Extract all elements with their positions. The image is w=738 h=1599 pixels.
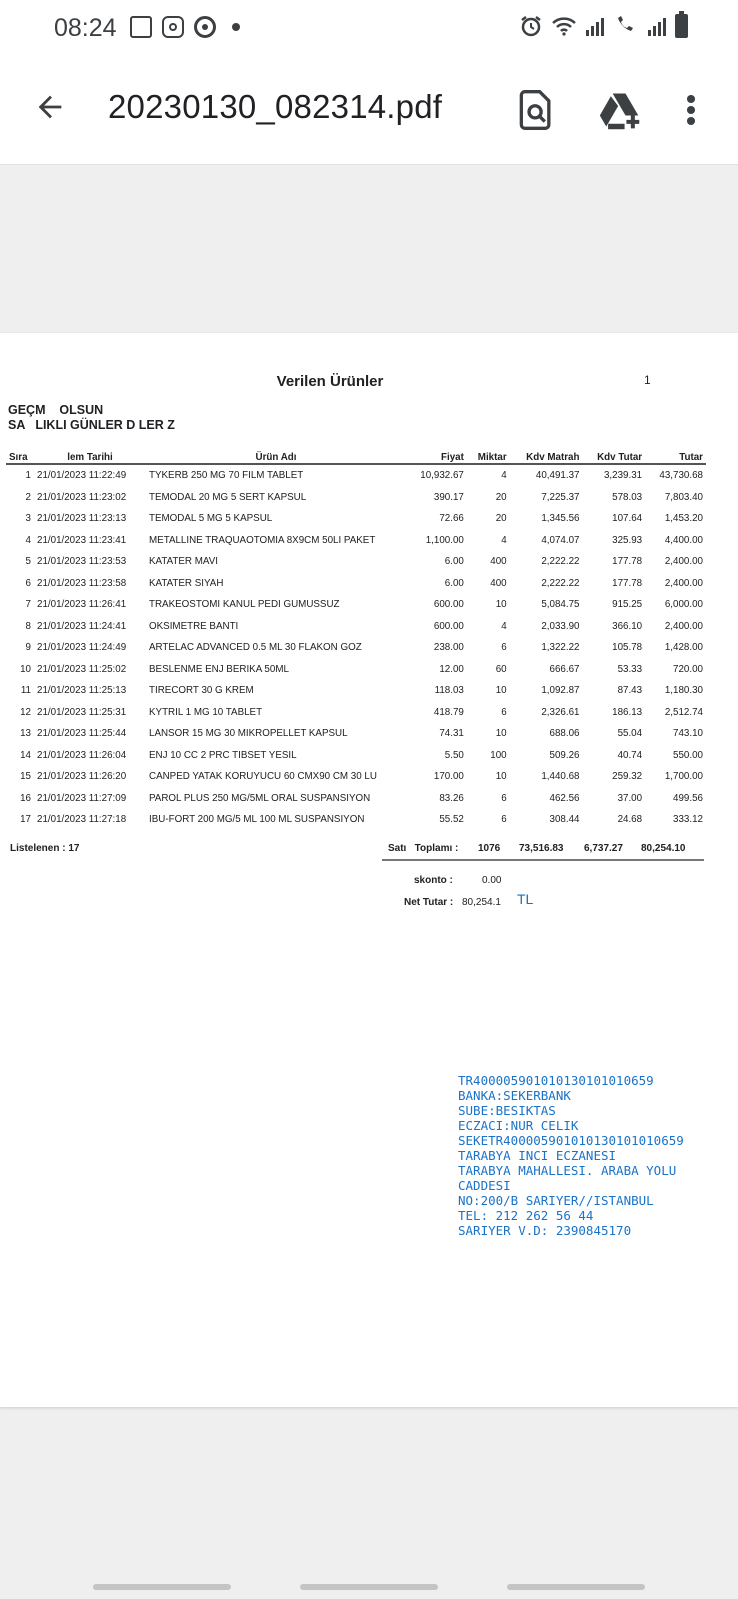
row-total: 1,180.30	[664, 685, 703, 697]
row-date: 21/01/2023 11:25:31	[37, 706, 127, 718]
row-total: 2,400.00	[664, 577, 703, 589]
col-kdv-matrah: Kdv Matrah	[510, 443, 583, 464]
row-date: 21/01/2023 11:25:44	[37, 728, 127, 740]
row-number: 17	[20, 814, 31, 826]
row-price: 170.00	[433, 771, 464, 783]
row-number: 12	[20, 706, 31, 718]
table-row	[6, 637, 706, 659]
listed-count: Listelenen : 17	[10, 843, 80, 854]
row-price: 10,932.67	[420, 470, 464, 482]
row-kdv-matrah: 2,222.22	[541, 556, 580, 568]
row-kdv-tutar: 366.10	[612, 620, 643, 632]
totals-label: Satı Toplamı :	[388, 843, 459, 854]
table-row	[6, 659, 706, 681]
row-number: 15	[20, 771, 31, 783]
row-total: 7,803.40	[664, 491, 703, 503]
row-product-name: KATATER MAVI	[149, 556, 218, 568]
row-kdv-tutar: 53.33	[617, 663, 643, 675]
row-total: 43,730.68	[659, 470, 703, 482]
row-price: 1,100.00	[425, 534, 464, 546]
stamp-line: TR400005901010130101010659	[458, 1073, 654, 1088]
row-kdv-tutar: 40.74	[617, 749, 643, 761]
row-date: 21/01/2023 11:23:13	[37, 513, 127, 525]
save-to-drive-button[interactable]	[598, 88, 642, 132]
row-number: 9	[25, 642, 31, 654]
row-quantity: 10	[495, 771, 507, 783]
row-total: 1,428.00	[664, 642, 703, 654]
status-system-icons	[519, 14, 688, 38]
row-price: 390.17	[433, 491, 464, 503]
row-date: 21/01/2023 11:23:41	[37, 534, 127, 546]
totals-tutar: 80,254.10	[641, 843, 686, 854]
row-total: 2,400.00	[664, 556, 703, 568]
row-price: 6.00	[444, 577, 464, 589]
col-tutar: Tutar	[645, 443, 706, 464]
row-kdv-matrah: 2,222.22	[541, 577, 580, 589]
row-quantity: 6	[501, 814, 507, 826]
row-price: 238.00	[433, 642, 464, 654]
row-kdv-tutar: 55.04	[617, 728, 643, 740]
row-product-name: OKSIMETRE BANTI	[149, 620, 239, 632]
row-quantity: 10	[495, 599, 507, 611]
greeting-line-2: SA LIKLI GÜNLER D LER Z	[8, 418, 175, 432]
table-row	[6, 573, 706, 595]
row-kdv-matrah: 1,440.68	[541, 771, 580, 783]
col-miktar: Miktar	[467, 443, 510, 464]
stamp-line: NO:200/B SARIYER//ISTANBUL	[458, 1193, 654, 1208]
nav-handle-left[interactable]	[93, 1584, 231, 1590]
row-number: 10	[20, 663, 31, 675]
search-in-document-button[interactable]	[514, 88, 558, 132]
table-row	[6, 680, 706, 702]
col-fiyat: Fiyat	[406, 443, 467, 464]
row-quantity: 10	[495, 685, 507, 697]
row-kdv-matrah: 2,033.90	[541, 620, 580, 632]
table-row	[6, 809, 706, 831]
app-bar	[0, 58, 738, 165]
row-price: 55.52	[439, 814, 464, 826]
row-price: 118.03	[434, 685, 464, 697]
row-quantity: 10	[495, 728, 507, 740]
row-quantity: 100	[490, 749, 507, 761]
row-kdv-matrah: 1,345.56	[541, 513, 580, 525]
row-number: 14	[20, 749, 31, 761]
row-total: 333.12	[673, 814, 703, 826]
battery-icon	[675, 14, 688, 38]
row-date: 21/01/2023 11:27:09	[37, 792, 127, 804]
table-row	[6, 464, 706, 487]
row-price: 5.50	[444, 749, 464, 761]
row-kdv-matrah: 1,322.22	[541, 642, 580, 654]
wifi-calling-icon	[613, 14, 639, 38]
row-kdv-matrah: 666.67	[549, 663, 580, 675]
nav-handle-center[interactable]	[300, 1584, 438, 1590]
row-number: 3	[25, 513, 31, 525]
row-number: 13	[20, 728, 31, 740]
row-kdv-matrah: 5,084.75	[541, 599, 580, 611]
row-product-name: BESLENME ENJ BERIKA 50ML	[149, 663, 289, 675]
table-row	[6, 551, 706, 573]
more-notifications-dot-icon	[232, 23, 240, 31]
row-kdv-matrah: 4,074.07	[541, 534, 580, 546]
row-quantity: 6	[501, 792, 507, 804]
row-number: 1	[25, 470, 31, 482]
row-total: 6,000.00	[664, 599, 703, 611]
row-kdv-tutar: 105.78	[612, 642, 643, 654]
instagram-icon	[162, 16, 184, 38]
pharmacy-stamp	[458, 1073, 684, 1238]
row-price: 74.31	[439, 728, 464, 740]
package-icon	[130, 16, 152, 38]
row-product-name: KYTRIL 1 MG 10 TABLET	[149, 706, 263, 718]
totals-kdv-matrah: 73,516.83	[519, 843, 564, 854]
row-date: 21/01/2023 11:26:04	[37, 749, 127, 761]
row-kdv-matrah: 40,491.37	[535, 470, 580, 482]
row-number: 7	[25, 599, 31, 611]
row-date: 21/01/2023 11:26:20	[37, 771, 127, 783]
page-number: 1	[644, 373, 651, 387]
row-quantity: 6	[501, 642, 507, 654]
row-kdv-tutar: 107.64	[612, 513, 643, 525]
row-quantity: 400	[490, 577, 507, 589]
net-total-value: 80,254.1	[462, 897, 501, 908]
row-product-name: TYKERB 250 MG 70 FILM TABLET	[149, 470, 304, 482]
stamp-line: SUBE:BESIKTAS	[458, 1103, 556, 1118]
col-islem-tarihi: lem Tarihi	[34, 443, 146, 464]
row-total: 2,512.74	[664, 706, 703, 718]
row-kdv-tutar: 3,239.31	[603, 470, 643, 482]
row-kdv-tutar: 177.78	[612, 577, 643, 589]
row-number: 5	[25, 556, 31, 568]
row-quantity: 4	[501, 470, 507, 482]
status-time: 08:24	[54, 14, 117, 42]
arrow-left-icon	[33, 90, 67, 124]
row-total: 550.00	[673, 749, 703, 761]
table-row	[6, 745, 706, 767]
row-total: 499.56	[673, 792, 703, 804]
row-price: 6.00	[444, 556, 464, 568]
row-quantity: 4	[501, 534, 507, 546]
col-kdv-tutar: Kdv Tutar	[583, 443, 646, 464]
row-product-name: CANPED YATAK KORUYUCU 60 CMX90 CM 30 LU	[149, 771, 377, 783]
row-quantity: 20	[495, 491, 507, 503]
col-urun-adi: Ürün Adı	[146, 443, 406, 464]
row-product-name: TRAKEOSTOMI KANUL PEDI GUMUSSUZ	[149, 599, 340, 611]
row-product-name: TEMODAL 5 MG 5 KAPSUL	[149, 513, 273, 525]
row-kdv-matrah: 462.56	[549, 792, 580, 804]
row-quantity: 400	[490, 556, 507, 568]
row-total: 720.00	[673, 663, 703, 675]
row-total: 1,453.20	[664, 513, 703, 525]
row-total: 743.10	[673, 728, 703, 740]
row-quantity: 4	[501, 620, 507, 632]
table-header-row	[6, 443, 706, 464]
table-row	[6, 487, 706, 509]
more-vert-icon	[676, 88, 706, 132]
row-quantity: 20	[495, 513, 507, 525]
drive-add-icon	[598, 88, 642, 132]
stamp-line: TARABYA INCI ECZANESI	[458, 1148, 617, 1163]
row-product-name: ARTELAC ADVANCED 0.5 ML 30 FLAKON GOZ	[149, 642, 362, 654]
row-date: 21/01/2023 11:27:18	[37, 814, 127, 826]
greeting	[8, 403, 175, 433]
row-kdv-tutar: 915.25	[612, 599, 643, 611]
row-date: 21/01/2023 11:23:02	[37, 491, 127, 503]
table-row	[6, 723, 706, 745]
document-title: 20230130_082314.pdf	[108, 88, 443, 125]
row-number: 6	[25, 577, 31, 589]
table-row	[6, 508, 706, 530]
back-button[interactable]	[30, 90, 70, 130]
row-product-name: KATATER SIYAH	[149, 577, 224, 589]
chrome-icon	[194, 16, 216, 38]
row-date: 21/01/2023 11:24:41	[37, 620, 127, 632]
row-kdv-tutar: 578.03	[612, 491, 643, 503]
stamp-line: SEKETR400005901010130101010659	[458, 1133, 684, 1148]
table-row	[6, 616, 706, 638]
row-kdv-matrah: 308.44	[549, 814, 580, 826]
row-price: 72.66	[439, 513, 464, 525]
row-kdv-matrah: 7,225.37	[541, 491, 580, 503]
row-price: 418.79	[433, 706, 464, 718]
nav-handle-right[interactable]	[507, 1584, 645, 1590]
row-kdv-matrah: 2,326.61	[541, 706, 580, 718]
row-kdv-tutar: 186.13	[612, 706, 643, 718]
row-product-name: IBU-FORT 200 MG/5 ML 100 ML SUSPANSIYON	[149, 814, 365, 826]
iskonto-value: 0.00	[482, 875, 502, 886]
stamp-line: BANKA:SEKERBANK	[458, 1088, 571, 1103]
row-product-name: LANSOR 15 MG 30 MIKROPELLET KAPSUL	[149, 728, 348, 740]
alarm-icon	[519, 14, 543, 38]
status-notification-icons	[130, 16, 240, 38]
row-product-name: TIRECORT 30 G KREM	[149, 685, 254, 697]
row-date: 21/01/2023 11:25:02	[37, 663, 127, 675]
row-total: 1,700.00	[664, 771, 703, 783]
row-date: 21/01/2023 11:26:41	[37, 599, 127, 611]
row-kdv-tutar: 325.93	[612, 534, 643, 546]
net-total-label: Net Tutar :	[404, 897, 454, 908]
totals-kdv-tutar: 6,737.27	[584, 843, 623, 854]
stamp-line: TEL: 212 262 56 44	[458, 1208, 594, 1223]
row-kdv-tutar: 37.00	[617, 792, 643, 804]
stamp-line: CADDESI	[458, 1178, 511, 1193]
row-quantity: 6	[501, 706, 507, 718]
row-number: 8	[25, 620, 31, 632]
table-row	[6, 702, 706, 724]
row-date: 21/01/2023 11:23:58	[37, 577, 127, 589]
row-price: 12.00	[439, 663, 464, 675]
col-sira: Sıra	[6, 443, 34, 464]
row-date: 21/01/2023 11:22:49	[37, 470, 127, 482]
iskonto-label: skonto :	[414, 875, 453, 886]
row-kdv-tutar: 87.43	[617, 685, 643, 697]
pdf-page[interactable]	[0, 333, 738, 1407]
products-table	[6, 443, 706, 831]
row-product-name: ENJ 10 CC 2 PRC TIBSET YESIL	[149, 749, 297, 761]
row-number: 4	[25, 534, 31, 546]
stamp-line: TARABYA MAHALLESI. ARABA YOLU	[458, 1163, 677, 1178]
row-number: 16	[20, 792, 31, 804]
row-product-name: METALLINE TRAQUAOTOMIA 8X9CM 50LI PAKET	[149, 534, 376, 546]
signal-2-icon	[647, 15, 667, 37]
row-date: 21/01/2023 11:24:49	[37, 642, 127, 654]
row-product-name: TEMODAL 20 MG 5 SERT KAPSUL	[149, 491, 307, 503]
totals-miktar: 1076	[478, 843, 501, 854]
row-number: 2	[25, 491, 31, 503]
more-options-button[interactable]	[676, 88, 706, 132]
row-kdv-matrah: 1,092.87	[541, 685, 580, 697]
currency-label: TL	[517, 891, 534, 907]
document-heading: Verilen Ürünler	[276, 373, 384, 390]
row-kdv-tutar: 259.32	[612, 771, 643, 783]
status-bar	[0, 0, 738, 58]
stamp-line: ECZACI:NUR CELIK	[458, 1118, 579, 1133]
table-row	[6, 594, 706, 616]
row-total: 2,400.00	[664, 620, 703, 632]
wifi-icon	[551, 14, 577, 38]
search-document-icon	[514, 88, 558, 132]
row-product-name: PAROL PLUS 250 MG/5ML ORAL SUSPANSIYON	[149, 792, 371, 804]
row-total: 4,400.00	[664, 534, 703, 546]
stamp-line: SARIYER V.D: 2390845170	[458, 1223, 632, 1238]
greeting-line-1: GEÇM OLSUN	[8, 403, 104, 417]
table-row	[6, 766, 706, 788]
row-price: 83.26	[439, 792, 464, 804]
summary-divider	[382, 859, 704, 861]
row-date: 21/01/2023 11:23:53	[37, 556, 127, 568]
table-row	[6, 788, 706, 810]
row-date: 21/01/2023 11:25:13	[37, 685, 127, 697]
table-row	[6, 530, 706, 552]
row-quantity: 60	[495, 663, 507, 675]
row-price: 600.00	[433, 599, 464, 611]
signal-icon	[585, 15, 605, 37]
row-kdv-matrah: 509.26	[549, 749, 580, 761]
row-price: 600.00	[433, 620, 464, 632]
row-kdv-matrah: 688.06	[549, 728, 580, 740]
row-kdv-tutar: 24.68	[617, 814, 643, 826]
row-kdv-tutar: 177.78	[612, 556, 643, 568]
row-number: 11	[20, 685, 31, 697]
